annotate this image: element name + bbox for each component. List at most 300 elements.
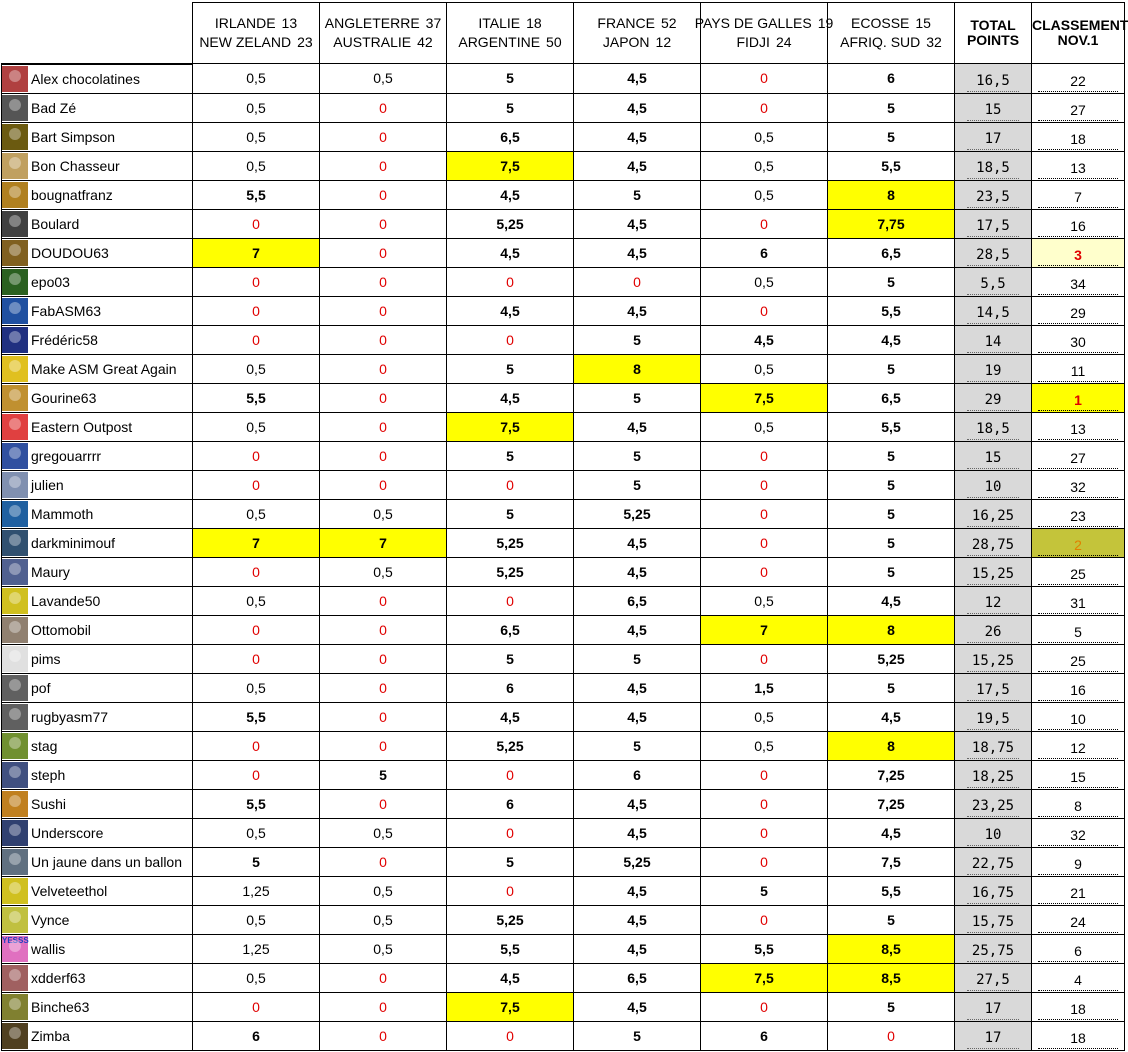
score-cell: 0,5	[193, 499, 320, 528]
table-row	[2, 412, 1125, 441]
score-cell: 6,5	[828, 383, 955, 412]
score-cell: 4,5	[574, 789, 701, 818]
score-cell: 4,5	[574, 64, 701, 94]
score-cell: 4,5	[828, 818, 955, 847]
score-cell: 5	[828, 267, 955, 296]
table-row	[2, 470, 1125, 499]
ranking-cell	[1032, 731, 1125, 760]
table-row	[2, 93, 1125, 122]
score-cell: 0,5	[701, 586, 828, 615]
score-cell: 5	[828, 354, 955, 383]
total-value: 17	[967, 993, 1019, 1020]
score-cell: 4,5	[574, 238, 701, 267]
total-cell	[955, 818, 1032, 847]
table-row	[2, 151, 1125, 180]
score-cell: 5	[447, 64, 574, 94]
avatar	[2, 66, 28, 92]
score-cell: 4,5	[701, 325, 828, 354]
team-a: FRANCE	[597, 15, 655, 31]
score-cell: 0,5	[320, 934, 447, 963]
match-header-2	[320, 3, 447, 64]
score-cell: 4,5	[574, 557, 701, 586]
table-row	[2, 122, 1125, 151]
score-cell: 7	[320, 528, 447, 557]
total-value: 16,75	[967, 877, 1019, 904]
table-row	[2, 615, 1125, 644]
table-row	[2, 209, 1125, 238]
score-cell: 7,25	[828, 760, 955, 789]
score-cell: 8	[828, 180, 955, 209]
score-a: 15	[915, 15, 931, 31]
ranking-value: 32	[1038, 471, 1118, 498]
score-cell: 0	[320, 673, 447, 702]
ranking-header-line1: CLASSEMENT	[1032, 17, 1128, 33]
total-cell	[955, 731, 1032, 760]
score-cell: 0	[320, 383, 447, 412]
player-cell	[2, 644, 193, 673]
player-cell	[2, 673, 193, 702]
ranking-value: 11	[1038, 355, 1118, 382]
score-cell: 0,5	[701, 267, 828, 296]
ranking-value: 8	[1038, 790, 1118, 817]
score-cell: 6	[701, 1021, 828, 1050]
player-cell	[2, 470, 193, 499]
score-cell: 0,5	[701, 180, 828, 209]
score-cell: 0	[447, 586, 574, 615]
player-cell	[2, 876, 193, 905]
avatar	[2, 240, 28, 266]
match-header-4	[574, 3, 701, 64]
score-cell: 5	[574, 180, 701, 209]
score-cell: 0	[320, 789, 447, 818]
match-header-1	[193, 3, 320, 64]
avatar	[2, 211, 28, 237]
ranking-value: 32	[1038, 819, 1118, 846]
score-b: 24	[775, 34, 792, 50]
total-cell	[955, 847, 1032, 876]
score-cell: 6	[447, 789, 574, 818]
score-cell: 5	[193, 847, 320, 876]
player-cell	[2, 934, 193, 963]
score-cell: 0,5	[320, 557, 447, 586]
score-cell: 0	[701, 557, 828, 586]
ranking-value: 1	[1038, 384, 1118, 411]
score-cell: 7,5	[447, 412, 574, 441]
total-value: 23,5	[967, 181, 1019, 208]
ranking-value: 13	[1038, 413, 1118, 440]
player-cell	[2, 905, 193, 934]
score-cell: 5	[447, 354, 574, 383]
player-name: wallis	[31, 940, 66, 957]
total-value: 15	[967, 442, 1019, 469]
total-value: 12	[967, 587, 1019, 614]
score-cell: 5	[828, 441, 955, 470]
score-cell: 4,5	[574, 151, 701, 180]
score-cell: 0	[701, 789, 828, 818]
score-cell: 5,5	[193, 180, 320, 209]
score-cell: 1,25	[193, 934, 320, 963]
total-value: 10	[967, 471, 1019, 498]
ranking-cell	[1032, 615, 1125, 644]
total-cell	[955, 470, 1032, 499]
score-cell: 0	[701, 499, 828, 528]
avatar	[2, 907, 28, 933]
score-cell: 0	[193, 267, 320, 296]
score-cell: 0	[320, 325, 447, 354]
total-cell	[955, 296, 1032, 325]
score-cell: 5,25	[447, 528, 574, 557]
ranking-value: 13	[1038, 152, 1118, 179]
match-header-6	[828, 3, 955, 64]
avatar	[2, 298, 28, 324]
ranking-value: 34	[1038, 268, 1118, 295]
avatar	[2, 327, 28, 353]
score-cell: 0,5	[193, 93, 320, 122]
score-cell: 0	[193, 615, 320, 644]
score-cell: 0	[447, 818, 574, 847]
team-b: ARGENTINE	[458, 34, 541, 50]
score-cell: 0	[320, 702, 447, 731]
score-a: 37	[425, 15, 442, 31]
total-cell	[955, 557, 1032, 586]
ranking-value: 15	[1038, 761, 1118, 788]
score-cell: 0	[320, 151, 447, 180]
score-cell: 4,5	[574, 93, 701, 122]
table-row	[2, 818, 1125, 847]
team-a: ITALIE	[478, 15, 521, 31]
avatar	[2, 820, 28, 846]
score-a: 52	[660, 15, 677, 31]
table-row	[2, 383, 1125, 412]
score-cell: 0	[193, 296, 320, 325]
total-cell	[955, 963, 1032, 992]
player-name: Mammoth	[31, 505, 94, 522]
player-name: Binche63	[31, 998, 90, 1015]
score-cell: 7,5	[701, 963, 828, 992]
score-b: 23	[297, 34, 313, 50]
score-cell: 0	[701, 760, 828, 789]
table-row	[2, 905, 1125, 934]
score-cell: 0	[320, 644, 447, 673]
player-cell	[2, 1021, 193, 1050]
avatar	[2, 385, 28, 411]
score-cell: 6	[447, 673, 574, 702]
score-b: 32	[926, 34, 942, 50]
avatar	[2, 1023, 28, 1049]
avatar	[2, 414, 28, 440]
score-cell: 0	[701, 441, 828, 470]
score-cell: 0,5	[320, 64, 447, 94]
score-cell: 6	[193, 1021, 320, 1050]
player-cell	[2, 789, 193, 818]
score-cell: 0	[447, 325, 574, 354]
ranking-cell	[1032, 209, 1125, 238]
ranking-value: 21	[1038, 877, 1118, 904]
score-cell: 0	[193, 441, 320, 470]
player-name: Vynce	[31, 911, 70, 928]
table-row	[2, 934, 1125, 963]
total-cell	[955, 122, 1032, 151]
score-cell: 0	[320, 267, 447, 296]
ranking-cell	[1032, 499, 1125, 528]
table-row	[2, 238, 1125, 267]
team-b: AFRIQ. SUD	[840, 34, 921, 50]
total-value: 28,5	[967, 239, 1019, 266]
score-cell: 5	[574, 441, 701, 470]
ranking-cell	[1032, 847, 1125, 876]
total-cell	[955, 64, 1032, 94]
total-cell	[955, 209, 1032, 238]
total-value: 17	[967, 123, 1019, 150]
total-cell	[955, 151, 1032, 180]
table-row	[2, 499, 1125, 528]
total-cell	[955, 238, 1032, 267]
avatar	[2, 530, 28, 556]
total-cell	[955, 267, 1032, 296]
player-name: Ottomobil	[31, 621, 91, 638]
player-name: Boulard	[31, 215, 80, 232]
ranking-value: 2	[1038, 529, 1118, 556]
score-cell: 7,5	[701, 383, 828, 412]
player-name: Underscore	[31, 824, 104, 841]
score-cell: 4,5	[574, 673, 701, 702]
score-cell: 0	[320, 354, 447, 383]
score-cell: 0	[701, 847, 828, 876]
ranking-value: 25	[1038, 645, 1118, 672]
score-cell: 5	[447, 441, 574, 470]
avatar	[2, 124, 28, 150]
total-cell	[955, 1021, 1032, 1050]
ranking-value: 29	[1038, 297, 1118, 324]
total-value: 28,75	[967, 529, 1019, 556]
score-cell: 1,25	[193, 876, 320, 905]
score-table	[1, 2, 1128, 1051]
score-cell: 4,5	[828, 325, 955, 354]
total-value: 15,75	[967, 906, 1019, 933]
score-cell: 0	[193, 731, 320, 760]
score-cell: 0,5	[320, 905, 447, 934]
avatar	[2, 472, 28, 498]
player-cell	[2, 963, 193, 992]
score-cell: 7	[193, 528, 320, 557]
ranking-cell	[1032, 1021, 1125, 1050]
table-row	[2, 267, 1125, 296]
player-name: Velveteethol	[31, 882, 108, 899]
team-a: IRLANDE	[214, 15, 276, 31]
score-cell: 8	[828, 731, 955, 760]
score-cell: 0,5	[193, 963, 320, 992]
ranking-cell	[1032, 441, 1125, 470]
player-cell	[2, 760, 193, 789]
match-header-5	[694, 3, 834, 64]
ranking-cell	[1032, 760, 1125, 789]
total-cell	[955, 673, 1032, 702]
ranking-value: 25	[1038, 558, 1118, 585]
total-header-line2: POINTS	[966, 32, 1020, 48]
total-value: 14,5	[967, 297, 1019, 324]
player-cell	[2, 383, 193, 412]
ranking-cell	[1032, 296, 1125, 325]
score-cell: 5,25	[447, 905, 574, 934]
score-cell: 4,5	[574, 528, 701, 557]
score-cell: 5	[828, 673, 955, 702]
ranking-value: 12	[1038, 732, 1118, 759]
player-cell	[2, 702, 193, 731]
player-name: stag	[31, 737, 58, 754]
ranking-cell	[1032, 818, 1125, 847]
team-b: NEW ZELAND	[199, 34, 292, 50]
score-cell: 0	[320, 1021, 447, 1050]
score-cell: 0	[447, 1021, 574, 1050]
player-name: Un jaune dans un ballon	[31, 853, 183, 870]
total-cell	[955, 441, 1032, 470]
score-cell: 5,25	[447, 557, 574, 586]
avatar	[2, 182, 28, 208]
player-cell	[2, 441, 193, 470]
player-name: Sushi	[31, 795, 67, 812]
player-name: FabASM63	[31, 302, 102, 319]
corner-cell	[2, 3, 193, 64]
score-cell: 4,5	[447, 296, 574, 325]
score-cell: 0,5	[193, 586, 320, 615]
score-cell: 5	[574, 1021, 701, 1050]
score-cell: 4,5	[574, 818, 701, 847]
score-cell: 0,5	[320, 876, 447, 905]
ranking-cell	[1032, 238, 1125, 267]
score-cell: 0	[320, 93, 447, 122]
player-name: Zimba	[31, 1027, 70, 1044]
player-name: pims	[31, 650, 61, 667]
table-row	[2, 760, 1125, 789]
match-header-3	[447, 3, 574, 64]
player-name: Alex chocolatines	[31, 70, 140, 87]
score-cell: 5,5	[193, 383, 320, 412]
team-a: ECOSSE	[851, 15, 910, 31]
ranking-cell	[1032, 412, 1125, 441]
ranking-cell	[1032, 557, 1125, 586]
total-cell	[955, 644, 1032, 673]
player-cell	[2, 499, 193, 528]
ranking-value: 22	[1038, 65, 1118, 92]
score-cell: 5	[574, 325, 701, 354]
total-value: 17,5	[967, 674, 1019, 701]
ranking-value: 18	[1038, 1022, 1118, 1049]
table-row	[2, 354, 1125, 383]
player-name: darkminimouf	[31, 534, 116, 551]
table-row	[2, 557, 1125, 586]
total-value: 29	[967, 384, 1019, 411]
score-b: 12	[655, 34, 672, 50]
table-row	[2, 876, 1125, 905]
player-cell	[2, 731, 193, 760]
ranking-cell	[1032, 644, 1125, 673]
score-cell: 5,5	[828, 296, 955, 325]
total-value: 19	[967, 355, 1019, 382]
score-cell: 4,5	[828, 702, 955, 731]
score-cell: 8	[574, 354, 701, 383]
score-cell: 6	[701, 238, 828, 267]
total-value: 10	[967, 819, 1019, 846]
avatar	[2, 733, 28, 759]
header-row	[2, 3, 1125, 64]
total-cell	[955, 586, 1032, 615]
ranking-value: 23	[1038, 500, 1118, 527]
score-cell: 6,5	[447, 615, 574, 644]
score-cell: 0	[701, 528, 828, 557]
player-name: Bad Zé	[31, 99, 77, 116]
score-cell: 0	[447, 267, 574, 296]
ranking-cell	[1032, 180, 1125, 209]
ranking-cell	[1032, 586, 1125, 615]
score-cell: 0,5	[701, 702, 828, 731]
score-cell: 0	[320, 441, 447, 470]
score-cell: 4,5	[574, 992, 701, 1021]
avatar-text: YESSS	[2, 935, 29, 945]
score-cell: 0	[193, 209, 320, 238]
score-cell: 0	[320, 209, 447, 238]
score-cell: 5,25	[574, 499, 701, 528]
score-cell: 5	[320, 760, 447, 789]
score-cell: 0	[193, 644, 320, 673]
avatar	[2, 588, 28, 614]
score-cell: 6,5	[828, 238, 955, 267]
ranking-cell	[1032, 702, 1125, 731]
player-cell	[2, 992, 193, 1021]
ranking-value: 7	[1038, 181, 1118, 208]
player-cell	[2, 847, 193, 876]
score-cell: 0	[320, 238, 447, 267]
score-cell: 0	[701, 93, 828, 122]
total-cell	[955, 499, 1032, 528]
avatar	[2, 791, 28, 817]
score-a: 18	[526, 15, 542, 31]
total-value: 16,5	[967, 65, 1019, 92]
total-value: 23,25	[967, 790, 1019, 817]
team-a: ANGLETERRE	[324, 15, 420, 31]
score-cell: 0	[701, 64, 828, 94]
total-cell	[955, 325, 1032, 354]
score-cell: 0	[320, 180, 447, 209]
avatar	[2, 95, 28, 121]
total-value: 26	[967, 616, 1019, 643]
score-cell: 5	[447, 644, 574, 673]
score-cell: 5,5	[447, 934, 574, 963]
total-cell	[955, 412, 1032, 441]
total-value: 15,25	[967, 645, 1019, 672]
score-cell: 5,25	[574, 847, 701, 876]
score-cell: 0,5	[701, 122, 828, 151]
score-cell: 4,5	[574, 412, 701, 441]
score-cell: 0	[320, 470, 447, 499]
total-value: 18,25	[967, 761, 1019, 788]
ranking-value: 16	[1038, 210, 1118, 237]
score-cell: 0	[447, 876, 574, 905]
player-name: Frédéric58	[31, 331, 98, 348]
score-b: 42	[417, 34, 433, 50]
ranking-cell	[1032, 325, 1125, 354]
score-cell: 4,5	[828, 586, 955, 615]
total-value: 25,75	[967, 935, 1019, 962]
player-name: xdderf63	[31, 969, 86, 986]
table-row	[2, 847, 1125, 876]
player-cell	[2, 64, 193, 94]
player-cell	[2, 354, 193, 383]
ranking-cell	[1032, 151, 1125, 180]
ranking-cell	[1032, 934, 1125, 963]
ranking-value: 24	[1038, 906, 1118, 933]
player-cell	[2, 325, 193, 354]
score-cell: 5,5	[828, 151, 955, 180]
